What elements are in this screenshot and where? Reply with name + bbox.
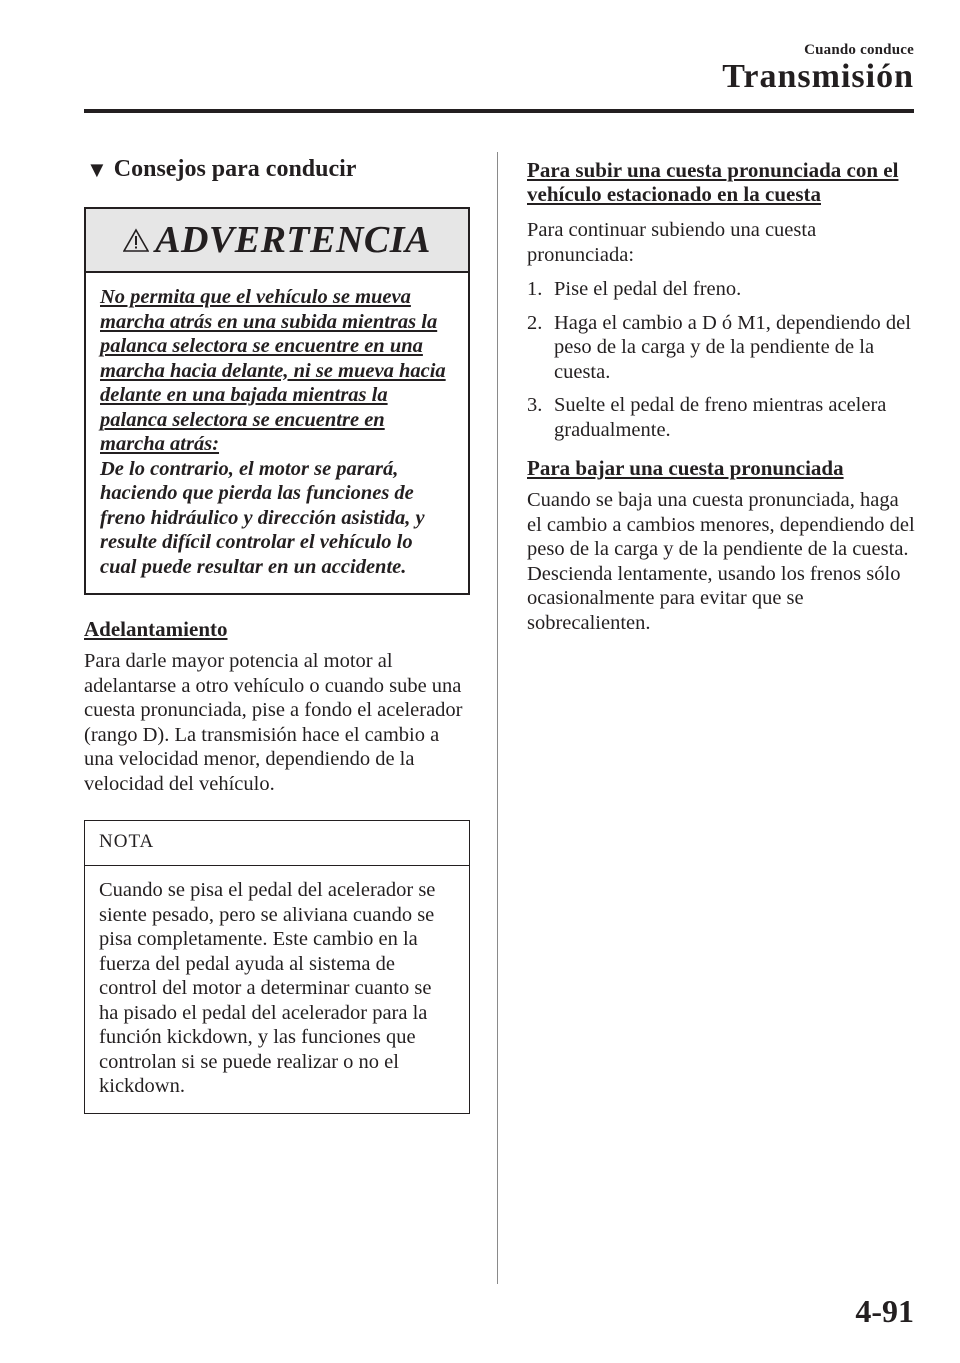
left-column	[84, 152, 470, 1114]
warning-box	[84, 207, 470, 595]
overtaking-paragraph: Para darle mayor potencia al motor al adelantarse a otro vehículo o cuando sube una cuesta pronunciada, pise a fondo el acelerador (rango D). La transmisión hace el cambio a una velocidad menor, dependiendo de la velocidad del vehículo.	[84, 650, 463, 795]
downhill-paragraph: Cuando se baja una cuesta pronunciada, haga el cambio a cambios menores, dependiendo del peso de la carga y de la pendiente de la cuesta. Descienda lentamente, usando los frenos sólo ocasionalmente para evitar que se sobrecalienten.	[527, 489, 915, 634]
warning-text: De lo contrario, el motor se parará, haciendo que pierda las funciones de freno hidráulico y dirección asistida, y resulte difícil controlar el vehículo lo cual puede resultar en un accidente.	[100, 457, 425, 578]
downhill-heading: Para bajar una cuesta pronunciada	[527, 456, 844, 480]
list-item	[527, 311, 915, 385]
page-number: 4-91	[855, 1293, 914, 1329]
warning-triangle-icon	[123, 228, 149, 252]
list-item	[527, 277, 915, 302]
warning-body	[86, 273, 468, 593]
step-number: 2.	[527, 311, 543, 334]
uphill-heading: Para subir una cuesta pronunciada con el vehículo estacionado en la cuesta	[527, 158, 899, 206]
column-divider	[497, 152, 498, 1284]
right-column	[527, 158, 915, 635]
section-heading	[84, 156, 470, 183]
step-number: 1.	[527, 278, 543, 300]
list-item	[527, 393, 915, 442]
step-text: Pise el pedal del freno.	[554, 278, 742, 300]
uphill-steps	[527, 277, 915, 442]
note-text: Cuando se pisa el pedal del acelerador se siente pesado, pero se aliviana cuando se pisa completamente. Este cambio en la fuerza del pedal ayuda al sistema de control del motor a determinar cuanto se ha pisado el pedal del acelerador para la función kickdown, y las funciones que controlan si se puede realizar o no el kickdown.	[99, 879, 436, 1097]
header-rule	[84, 109, 914, 113]
chapter-label: Cuando conduce	[804, 42, 914, 58]
step-text: Suelte el pedal de freno mientras acelera gradualmente.	[554, 394, 887, 441]
section-title: Consejos para conducir	[113, 156, 357, 182]
overtaking-heading: Adelantamiento	[84, 617, 228, 641]
uphill-intro: Para continuar subiendo una cuesta pronunciada:	[527, 219, 817, 266]
step-text: Haga el cambio a D ó M1, dependiendo del peso de la carga y de la pendiente de la cuesta.	[554, 311, 911, 383]
note-label: NOTA	[85, 821, 469, 866]
warning-header	[86, 209, 468, 273]
page-title: Transmisión	[722, 58, 914, 95]
warning-underlined-text: No permita que el vehículo se mueva marcha atrás en una subida mientras la palanca selectora se encuentre en una marcha hacia delante, ni se mueva hacia delante en una bajada mientras la palanca selectora se encuentre en marcha atrás:	[100, 286, 446, 455]
warning-title: ADVERTENCIA	[155, 219, 431, 261]
note-box	[84, 820, 470, 1114]
triangle-down-icon: ▼	[86, 156, 108, 182]
step-number: 3.	[527, 394, 543, 416]
